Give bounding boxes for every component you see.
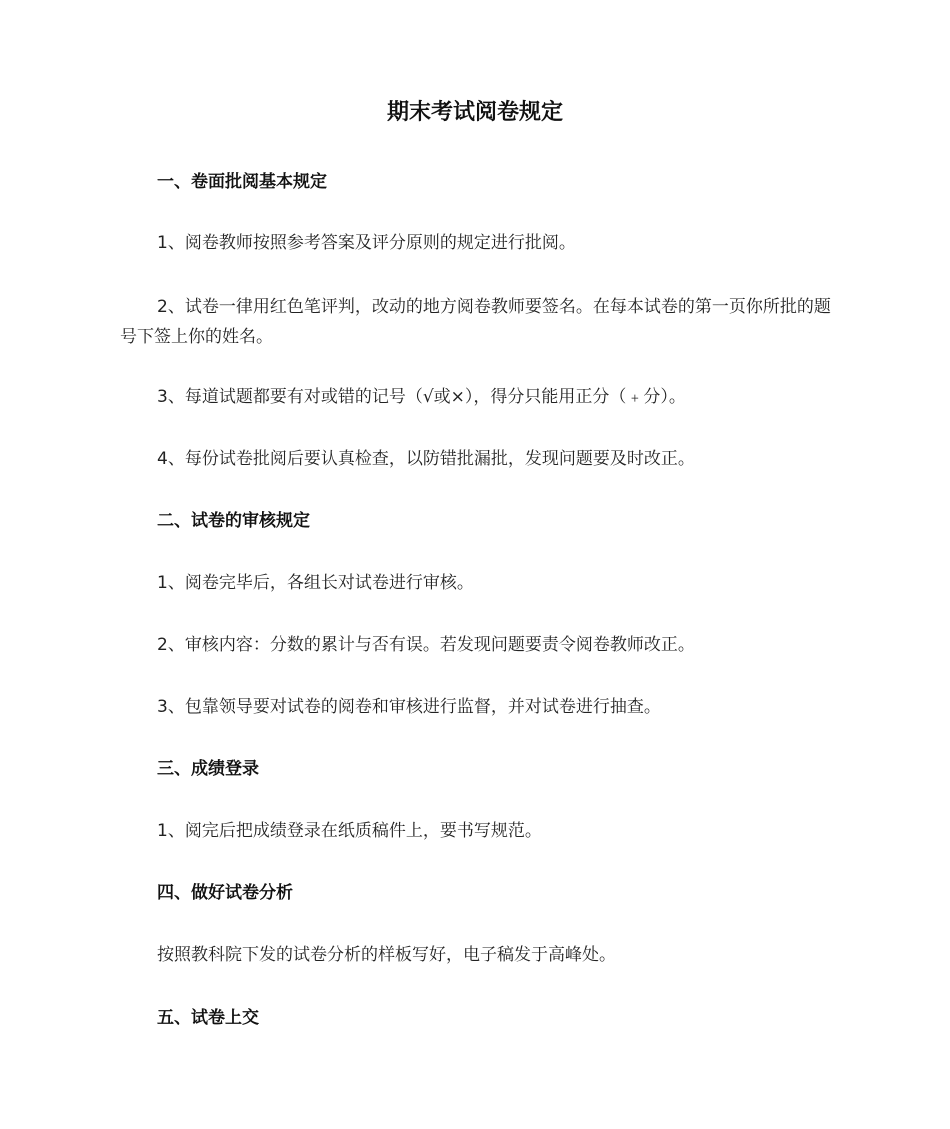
section-1-item-3: 3、每道试题都要有对或错的记号（√或×），得分只能用正分（﹢分）。 xyxy=(157,387,686,407)
section-1-item-1: 1、阅卷教师按照参考答案及评分原则的规定进行批阅。 xyxy=(157,233,576,253)
section-1-item-2: 2、试卷一律用红色笔评判，改动的地方阅卷教师要签名。在每本试卷的第一页你所批的题号下签上你的姓名。 xyxy=(120,297,831,347)
section-3-item-1: 1、阅完后把成绩登录在纸质稿件上，要书写规范。 xyxy=(157,821,542,841)
document-title: 期末考试阅卷规定 xyxy=(386,100,563,125)
section-2-item-1: 1、阅卷完毕后，各组长对试卷进行审核。 xyxy=(157,573,474,593)
section-heading-4: 四、做好试卷分析 xyxy=(157,883,293,903)
section-heading-1: 一、卷面批阅基本规定 xyxy=(157,172,327,192)
section-heading-5: 五、试卷上交 xyxy=(157,1008,259,1028)
section-heading-3: 三、成绩登录 xyxy=(157,759,259,779)
section-1-item-4: 4、每份试卷批阅后要认真检查，以防错批漏批，发现问题要及时改正。 xyxy=(157,449,695,469)
section-4-item-1: 按照教科院下发的试卷分析的样板写好，电子稿发于高峰处。 xyxy=(157,945,616,965)
section-2-item-3: 3、包靠领导要对试卷的阅卷和审核进行监督，并对试卷进行抽查。 xyxy=(157,697,661,717)
section-2-item-2: 2、审核内容：分数的累计与否有误。若发现问题要责令阅卷教师改正。 xyxy=(157,635,695,655)
section-heading-2: 二、试卷的审核规定 xyxy=(157,511,310,531)
